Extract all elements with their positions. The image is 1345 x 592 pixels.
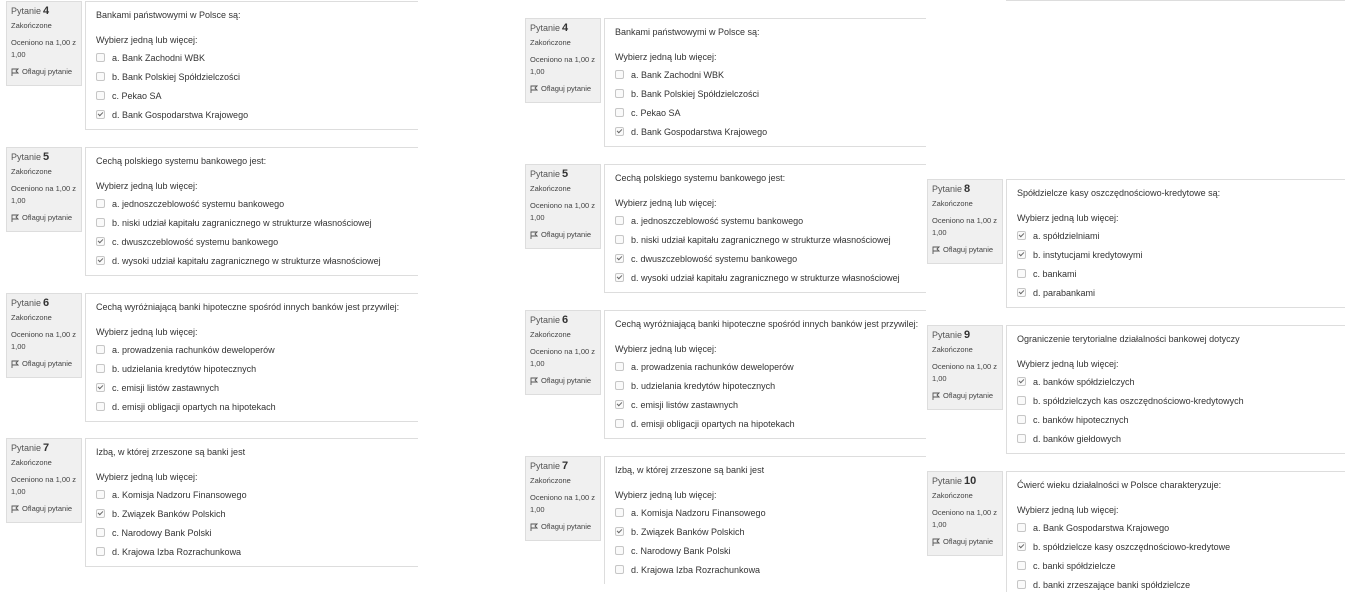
answer-label: d. wysoki udział kapitału zagranicznego w strukturze własnościowej bbox=[112, 255, 381, 266]
checkbox[interactable] bbox=[96, 402, 105, 411]
flag-icon bbox=[11, 360, 19, 368]
checkbox[interactable] bbox=[615, 381, 624, 390]
answer-label: a. prowadzenia rachunków deweloperów bbox=[112, 344, 275, 355]
answer-option[interactable] bbox=[615, 103, 916, 122]
question-number: Pytanie 6 bbox=[11, 297, 50, 309]
checkbox-checked[interactable] bbox=[1017, 231, 1026, 240]
checkbox-checked[interactable] bbox=[1017, 250, 1026, 259]
answer-label: b. spółdzielcze kasy oszczędnościowo-kredytowe bbox=[1033, 541, 1231, 552]
question-text: Izbą, w której zrzeszone są banki jest bbox=[96, 447, 246, 457]
question-content bbox=[85, 293, 418, 422]
checkbox[interactable] bbox=[96, 72, 105, 81]
checkbox-checked[interactable] bbox=[1017, 377, 1026, 386]
question-number-value: 9 bbox=[964, 329, 971, 341]
checkbox[interactable] bbox=[615, 546, 624, 555]
checkbox[interactable] bbox=[96, 528, 105, 537]
answer-label: d. banki zrzeszające banki spółdzielcze bbox=[1033, 579, 1191, 590]
checkbox[interactable] bbox=[1017, 561, 1026, 570]
question-number: Pytanie 4 bbox=[530, 22, 569, 34]
answer-prompt: Wybierz jedną lub więcej: bbox=[615, 198, 717, 208]
checkbox[interactable] bbox=[615, 235, 624, 244]
answer-option[interactable] bbox=[1017, 391, 1335, 410]
answer-option[interactable] bbox=[615, 522, 916, 541]
answer-option[interactable] bbox=[96, 378, 408, 397]
answer-list bbox=[615, 65, 916, 141]
question-text: Bankami państwowymi w Polsce są: bbox=[615, 27, 760, 37]
answer-label: c. Narodowy Bank Polski bbox=[112, 527, 212, 538]
answer-option[interactable] bbox=[615, 84, 916, 103]
checkbox-checked[interactable] bbox=[615, 400, 624, 409]
question-content bbox=[85, 438, 418, 567]
flag-icon bbox=[932, 538, 940, 546]
flag-question-link[interactable] bbox=[11, 213, 77, 222]
answer-prompt: Wybierz jedną lub więcej: bbox=[615, 344, 717, 354]
question-number-value: 8 bbox=[964, 183, 971, 195]
flag-question-label: Oflaguj pytanie bbox=[22, 67, 73, 76]
question-state: Zakończone bbox=[11, 167, 52, 176]
question-block bbox=[6, 293, 418, 425]
flag-question-link[interactable] bbox=[530, 230, 596, 239]
answer-option[interactable] bbox=[96, 194, 408, 213]
answer-label: b. Związek Banków Polskich bbox=[112, 508, 226, 519]
answer-label: d. Bank Gospodarstwa Krajowego bbox=[631, 126, 768, 137]
answer-label: c. Narodowy Bank Polski bbox=[631, 545, 731, 556]
answer-option[interactable] bbox=[96, 86, 408, 105]
flag-icon bbox=[932, 392, 940, 400]
answer-option[interactable] bbox=[96, 48, 408, 67]
question-block bbox=[927, 325, 1345, 457]
question-info-panel bbox=[525, 164, 601, 249]
answer-label: a. Bank Gospodarstwa Krajowego bbox=[1033, 522, 1170, 533]
checkbox[interactable] bbox=[96, 490, 105, 499]
question-content bbox=[604, 164, 926, 293]
answer-label: d. Bank Gospodarstwa Krajowego bbox=[112, 109, 249, 120]
flag-question-label: Oflaguj pytanie bbox=[943, 391, 994, 400]
answer-list bbox=[1017, 518, 1335, 592]
question-grade: Oceniono na 1,00 z 1,00 bbox=[530, 55, 596, 76]
answer-option[interactable] bbox=[615, 395, 916, 414]
question-text: Cechą wyróżniającą banki hipoteczne spośród innych banków jest przywilej: bbox=[96, 302, 400, 312]
flag-icon bbox=[530, 377, 538, 385]
checkbox-checked[interactable] bbox=[615, 254, 624, 263]
checkbox[interactable] bbox=[615, 108, 624, 117]
question-block bbox=[927, 0, 1345, 4]
question-info-panel bbox=[6, 147, 82, 232]
answer-label: d. wysoki udział kapitału zagranicznego w strukturze własnościowej bbox=[631, 272, 900, 283]
flag-question-label: Oflaguj pytanie bbox=[943, 537, 994, 546]
flag-question-link[interactable] bbox=[932, 537, 998, 546]
answer-option[interactable] bbox=[615, 414, 916, 433]
answer-label: b. Bank Polskiej Spółdzielczości bbox=[112, 71, 241, 82]
flag-icon bbox=[932, 246, 940, 254]
question-number: Pytanie 9 bbox=[932, 329, 971, 341]
answer-label: b. spółdzielczych kas oszczędnościowo-kredytowych bbox=[1033, 395, 1244, 406]
checkbox[interactable] bbox=[1017, 415, 1026, 424]
flag-question-link[interactable] bbox=[932, 391, 998, 400]
answer-list bbox=[615, 357, 916, 433]
answer-option[interactable] bbox=[1017, 283, 1335, 302]
question-grade: Oceniono na 1,00 z 1,00 bbox=[530, 201, 596, 222]
question-number-value: 7 bbox=[43, 442, 50, 454]
checkbox-checked[interactable] bbox=[96, 237, 105, 246]
answer-list bbox=[615, 211, 916, 287]
answer-option[interactable] bbox=[615, 249, 916, 268]
checkbox[interactable] bbox=[1017, 523, 1026, 532]
answer-label: c. Pekao SA bbox=[112, 90, 162, 101]
screenshot-column-1 bbox=[6, 1, 418, 567]
answer-option[interactable] bbox=[615, 268, 916, 287]
answer-label: a. Bank Zachodni WBK bbox=[631, 69, 725, 80]
screenshot-column-2 bbox=[525, 18, 926, 584]
answer-option[interactable] bbox=[1017, 372, 1335, 391]
checkbox-checked[interactable] bbox=[615, 527, 624, 536]
answer-label: d. Krajowa Izba Rozrachunkowa bbox=[112, 546, 242, 557]
question-grade: Oceniono na 1,00 z 1,00 bbox=[932, 216, 998, 237]
flag-question-link[interactable] bbox=[11, 67, 77, 76]
answer-option[interactable] bbox=[1017, 429, 1335, 448]
question-block bbox=[525, 18, 926, 150]
answer-prompt: Wybierz jedną lub więcej: bbox=[96, 181, 198, 191]
answer-option[interactable] bbox=[1017, 575, 1335, 592]
checkbox[interactable] bbox=[615, 362, 624, 371]
answer-option[interactable] bbox=[615, 357, 916, 376]
question-info-panel bbox=[6, 1, 82, 86]
answer-list bbox=[1017, 226, 1335, 302]
question-state: Zakończone bbox=[530, 330, 571, 339]
flag-icon bbox=[530, 85, 538, 93]
flag-question-label: Oflaguj pytanie bbox=[22, 213, 73, 222]
question-grade: Oceniono na 1,00 z 1,00 bbox=[11, 330, 77, 351]
answer-option[interactable] bbox=[96, 397, 408, 416]
answer-label: c. Pekao SA bbox=[631, 107, 681, 118]
answer-label: b. Bank Polskiej Spółdzielczości bbox=[631, 88, 760, 99]
question-state: Zakończone bbox=[11, 21, 52, 30]
answer-option[interactable] bbox=[96, 251, 408, 270]
checkbox[interactable] bbox=[96, 53, 105, 62]
question-number: Pytanie 7 bbox=[11, 442, 50, 454]
answer-option[interactable] bbox=[96, 67, 408, 86]
question-block bbox=[927, 471, 1345, 592]
question-number-value: 10 bbox=[964, 475, 977, 487]
question-text: Izbą, w której zrzeszone są banki jest bbox=[615, 465, 765, 475]
answer-prompt: Wybierz jedną lub więcej: bbox=[615, 52, 717, 62]
checkbox[interactable] bbox=[615, 89, 624, 98]
question-grade: Oceniono na 1,00 z 1,00 bbox=[932, 362, 998, 383]
question-number: Pytanie 4 bbox=[11, 5, 50, 17]
question-number: Pytanie 7 bbox=[530, 460, 569, 472]
answer-list bbox=[96, 485, 408, 561]
flag-question-label: Oflaguj pytanie bbox=[541, 230, 592, 239]
answer-prompt: Wybierz jedną lub więcej: bbox=[96, 35, 198, 45]
checkbox[interactable] bbox=[96, 547, 105, 556]
answer-label: b. udzielania kredytów hipotecznych bbox=[112, 363, 257, 374]
answer-prompt: Wybierz jedną lub więcej: bbox=[96, 472, 198, 482]
answer-label: a. Komisja Nadzoru Finansowego bbox=[631, 507, 766, 518]
answer-option[interactable] bbox=[1017, 518, 1335, 537]
question-content bbox=[604, 310, 926, 439]
flag-question-label: Oflaguj pytanie bbox=[541, 84, 592, 93]
answer-option[interactable] bbox=[96, 105, 408, 124]
question-grade: Oceniono na 1,00 z 1,00 bbox=[530, 347, 596, 368]
answer-option[interactable] bbox=[96, 340, 408, 359]
flag-question-link[interactable] bbox=[932, 245, 998, 254]
answer-label: c. bankami bbox=[1033, 268, 1077, 279]
answer-label: d. parabankami bbox=[1033, 287, 1096, 298]
answer-option[interactable] bbox=[615, 541, 916, 560]
question-block bbox=[525, 310, 926, 442]
checkbox[interactable] bbox=[96, 345, 105, 354]
question-state: Zakończone bbox=[932, 199, 973, 208]
question-number-value: 7 bbox=[562, 460, 569, 472]
answer-label: d. banków giełdowych bbox=[1033, 433, 1122, 444]
question-grade: Oceniono na 1,00 z 1,00 bbox=[11, 475, 77, 496]
answer-label: a. jednoszczeblowość systemu bankowego bbox=[631, 215, 804, 226]
answer-option[interactable] bbox=[1017, 226, 1335, 245]
answer-option[interactable] bbox=[96, 359, 408, 378]
answer-option[interactable] bbox=[96, 542, 408, 561]
question-state: Zakończone bbox=[530, 476, 571, 485]
answer-label: b. Związek Banków Polskich bbox=[631, 526, 745, 537]
answer-label: a. Bank Zachodni WBK bbox=[112, 52, 206, 63]
question-number: Pytanie 5 bbox=[530, 168, 569, 180]
question-info-panel bbox=[525, 456, 601, 541]
question-block bbox=[6, 1, 418, 133]
checkbox[interactable] bbox=[96, 364, 105, 373]
answer-label: c. emisji listów zastawnych bbox=[631, 399, 739, 410]
answer-option[interactable] bbox=[615, 503, 916, 522]
answer-prompt: Wybierz jedną lub więcej: bbox=[615, 490, 717, 500]
answer-label: d. emisji obligacji opartych na hipotekach bbox=[631, 418, 795, 429]
answer-option[interactable] bbox=[615, 122, 916, 141]
question-number: Pytanie 5 bbox=[11, 151, 50, 163]
answer-label: a. spółdzielniami bbox=[1033, 230, 1100, 241]
flag-question-link[interactable] bbox=[530, 522, 596, 531]
checkbox[interactable] bbox=[1017, 396, 1026, 405]
answer-label: b. niski udział kapitału zagranicznego w strukturze własnościowej bbox=[631, 234, 891, 245]
answer-label: c. dwuszczeblowość systemu bankowego bbox=[112, 236, 279, 247]
question-grade: Oceniono na 1,00 z 1,00 bbox=[932, 508, 998, 529]
question-state: Zakończone bbox=[11, 313, 52, 322]
question-number: Pytanie 6 bbox=[530, 314, 569, 326]
flag-question-label: Oflaguj pytanie bbox=[541, 522, 592, 531]
answer-option[interactable] bbox=[96, 232, 408, 251]
answer-label: a. jednoszczeblowość systemu bankowego bbox=[112, 198, 285, 209]
question-block bbox=[927, 179, 1345, 311]
flag-question-label: Oflaguj pytanie bbox=[22, 504, 73, 513]
answer-list bbox=[96, 194, 408, 270]
flag-question-label: Oflaguj pytanie bbox=[943, 245, 994, 254]
question-text: Spółdzielcze kasy oszczędnościowo-kredytowe są: bbox=[1017, 188, 1221, 198]
question-number-value: 6 bbox=[562, 314, 569, 326]
answer-list bbox=[96, 340, 408, 416]
checkbox-checked[interactable] bbox=[1017, 542, 1026, 551]
question-info-panel bbox=[927, 325, 1003, 410]
answer-prompt: Wybierz jedną lub więcej: bbox=[1017, 359, 1119, 369]
question-text: Ograniczenie terytorialne działalności bankowej dotyczy bbox=[1017, 334, 1240, 344]
answer-prompt: Wybierz jedną lub więcej: bbox=[96, 327, 198, 337]
answer-label: a. Komisja Nadzoru Finansowego bbox=[112, 489, 247, 500]
checkbox[interactable] bbox=[96, 91, 105, 100]
question-text: Cechą wyróżniającą banki hipoteczne spośród innych banków jest przywilej: bbox=[615, 319, 919, 329]
checkbox[interactable] bbox=[1017, 269, 1026, 278]
question-number-value: 4 bbox=[562, 22, 569, 34]
answer-label: c. dwuszczeblowość systemu bankowego bbox=[631, 253, 798, 264]
flag-icon bbox=[11, 505, 19, 513]
screenshot-column-3 bbox=[927, 0, 1345, 592]
answer-option[interactable] bbox=[615, 376, 916, 395]
answer-list bbox=[1017, 372, 1335, 448]
question-info-panel bbox=[927, 471, 1003, 556]
checkbox[interactable] bbox=[615, 508, 624, 517]
flag-icon bbox=[530, 523, 538, 531]
answer-label: b. udzielania kredytów hipotecznych bbox=[631, 380, 776, 391]
answer-list bbox=[615, 503, 916, 579]
checkbox[interactable] bbox=[96, 199, 105, 208]
question-info-panel bbox=[927, 179, 1003, 264]
answer-prompt: Wybierz jedną lub więcej: bbox=[1017, 213, 1119, 223]
checkbox-checked[interactable] bbox=[615, 127, 624, 136]
answer-option[interactable] bbox=[96, 485, 408, 504]
answer-label: d. Krajowa Izba Rozrachunkowa bbox=[631, 564, 761, 575]
checkbox-checked[interactable] bbox=[96, 110, 105, 119]
question-block bbox=[525, 456, 926, 584]
flag-icon bbox=[11, 68, 19, 76]
question-grade: Oceniono na 1,00 z 1,00 bbox=[11, 38, 77, 59]
answer-option[interactable] bbox=[615, 560, 916, 579]
flag-question-link[interactable] bbox=[11, 504, 77, 513]
question-number: Pytanie 10 bbox=[932, 475, 977, 487]
question-block bbox=[6, 438, 418, 567]
question-block bbox=[525, 164, 926, 296]
checkbox-checked[interactable] bbox=[96, 383, 105, 392]
question-content bbox=[1006, 325, 1345, 454]
answer-option[interactable] bbox=[96, 504, 408, 523]
question-block bbox=[6, 147, 418, 279]
checkbox[interactable] bbox=[1017, 580, 1026, 589]
answer-option[interactable] bbox=[615, 230, 916, 249]
question-content bbox=[85, 147, 418, 276]
answer-option[interactable] bbox=[96, 213, 408, 232]
flag-question-link[interactable] bbox=[530, 376, 596, 385]
answer-option[interactable] bbox=[1017, 556, 1335, 575]
question-number-value: 6 bbox=[43, 297, 50, 309]
question-number-value: 5 bbox=[43, 151, 50, 163]
checkbox-checked[interactable] bbox=[96, 509, 105, 518]
answer-label: c. banków hipotecznych bbox=[1033, 414, 1129, 425]
question-content bbox=[85, 1, 418, 130]
answer-option[interactable] bbox=[1017, 264, 1335, 283]
question-state: Zakończone bbox=[530, 184, 571, 193]
question-text: Cechą polskiego systemu bankowego jest: bbox=[615, 173, 786, 183]
question-state: Zakończone bbox=[530, 38, 571, 47]
question-number: Pytanie 8 bbox=[932, 183, 971, 195]
question-number-value: 4 bbox=[43, 5, 50, 17]
checkbox[interactable] bbox=[615, 419, 624, 428]
checkbox-checked[interactable] bbox=[96, 256, 105, 265]
question-info-panel bbox=[6, 438, 82, 523]
checkbox-checked[interactable] bbox=[615, 273, 624, 282]
answer-option[interactable] bbox=[1017, 537, 1335, 556]
flag-question-link[interactable] bbox=[530, 84, 596, 93]
answer-prompt: Wybierz jedną lub więcej: bbox=[1017, 505, 1119, 515]
answer-option[interactable] bbox=[1017, 245, 1335, 264]
answer-label: a. prowadzenia rachunków deweloperów bbox=[631, 361, 794, 372]
flag-question-link[interactable] bbox=[11, 359, 77, 368]
question-number-value: 5 bbox=[562, 168, 569, 180]
answer-option[interactable] bbox=[1017, 410, 1335, 429]
question-grade: Oceniono na 1,00 z 1,00 bbox=[11, 184, 77, 205]
question-info-panel bbox=[6, 293, 82, 378]
answer-label: a. banków spółdzielczych bbox=[1033, 376, 1135, 387]
question-info-panel bbox=[525, 18, 601, 103]
answer-option[interactable] bbox=[96, 523, 408, 542]
answer-option[interactable] bbox=[615, 65, 916, 84]
question-text: Ćwierć wieku działalności w Polsce charakteryzuje: bbox=[1017, 480, 1222, 490]
question-state: Zakończone bbox=[932, 345, 973, 354]
question-text: Cechą polskiego systemu bankowego jest: bbox=[96, 156, 267, 166]
flag-icon bbox=[11, 214, 19, 222]
checkbox[interactable] bbox=[1017, 434, 1026, 443]
answer-label: c. emisji listów zastawnych bbox=[112, 382, 220, 393]
checkbox[interactable] bbox=[615, 565, 624, 574]
flag-question-label: Oflaguj pytanie bbox=[541, 376, 592, 385]
question-content bbox=[604, 18, 926, 147]
checkbox[interactable] bbox=[615, 216, 624, 225]
answer-label: b. instytucjami kredytowymi bbox=[1033, 249, 1143, 260]
question-state: Zakończone bbox=[11, 458, 52, 467]
question-grade: Oceniono na 1,00 z 1,00 bbox=[530, 493, 596, 514]
answer-label: b. niski udział kapitału zagranicznego w strukturze własnościowej bbox=[112, 217, 372, 228]
question-content bbox=[1006, 179, 1345, 308]
checkbox-checked[interactable] bbox=[1017, 288, 1026, 297]
question-content bbox=[1006, 471, 1345, 592]
answer-label: d. emisji obligacji opartych na hipotekach bbox=[112, 401, 276, 412]
flag-question-label: Oflaguj pytanie bbox=[22, 359, 73, 368]
answer-label: c. banki spółdzielcze bbox=[1033, 560, 1116, 571]
checkbox[interactable] bbox=[615, 70, 624, 79]
question-content bbox=[1006, 0, 1345, 1]
answer-list bbox=[96, 48, 408, 124]
question-text: Bankami państwowymi w Polsce są: bbox=[96, 10, 241, 20]
question-content bbox=[604, 456, 926, 584]
question-state: Zakończone bbox=[932, 491, 973, 500]
answer-option[interactable] bbox=[615, 211, 916, 230]
checkbox[interactable] bbox=[96, 218, 105, 227]
flag-icon bbox=[530, 231, 538, 239]
question-info-panel bbox=[525, 310, 601, 395]
